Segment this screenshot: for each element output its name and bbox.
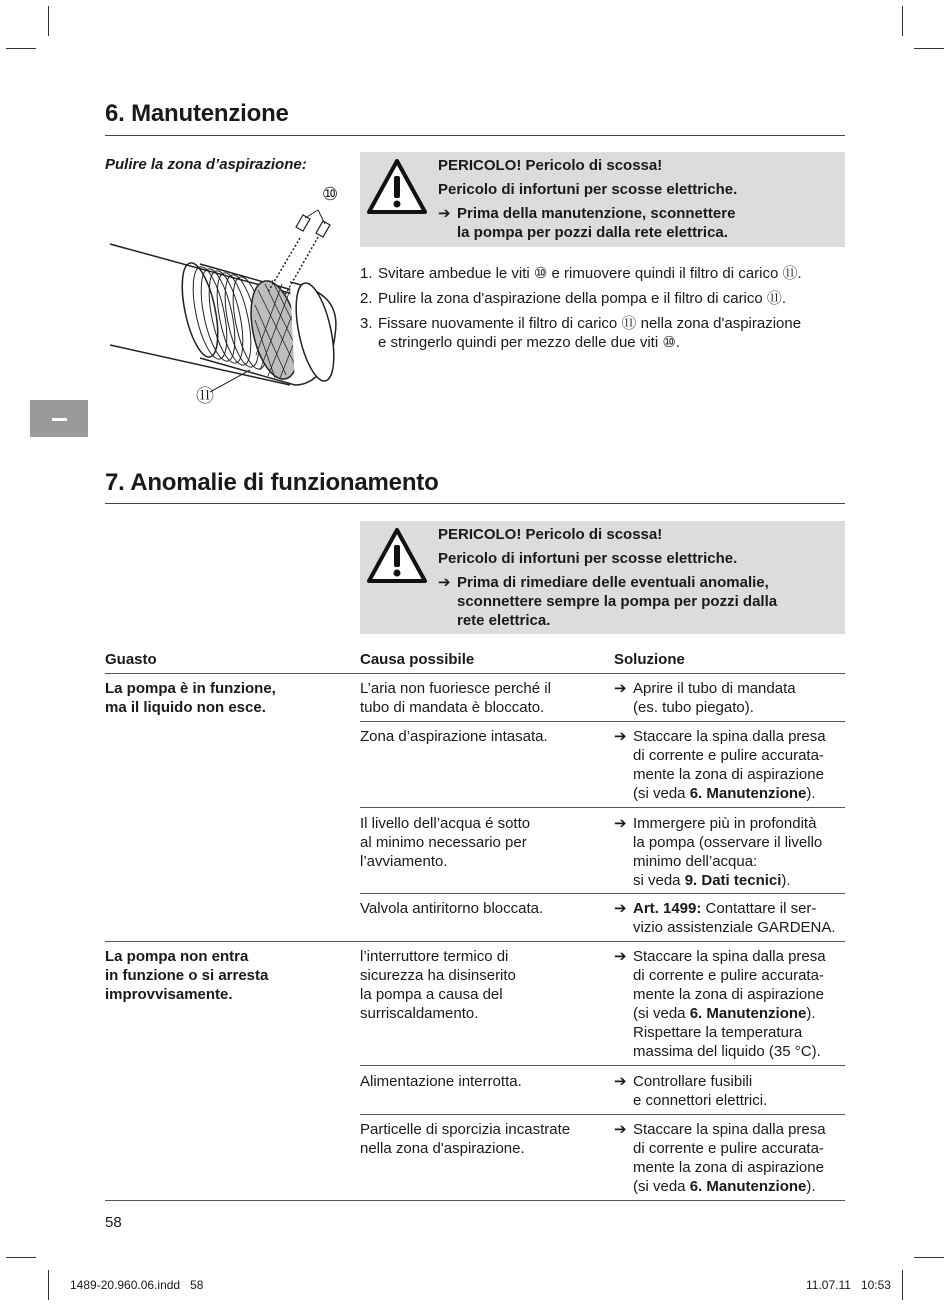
crop-mark: [902, 1270, 903, 1300]
pipe-top-edge: [110, 244, 315, 300]
crop-mark: [914, 1257, 944, 1258]
subtitle: Pulire la zona d’aspirazione:: [105, 156, 307, 173]
warning-box-troubleshooting: PERICOLO! Pericolo di scossa! Pericolo di infortuni per scosse elettriche. ➔ Prima di rimediare delle eventuali anomalie, sconnettere sempre la pompa per pozzi dalla rete elettrica.: [360, 521, 845, 634]
row-rule: [360, 1114, 845, 1115]
fault-cell: La pompa è in funzione, ma il liquido non esce.: [105, 680, 276, 716]
section-title-maintenance: 6. Manutenzione: [105, 100, 289, 127]
arrow-icon: ➔: [614, 948, 627, 965]
crop-mark: [6, 1257, 36, 1258]
solution-cell: ➔ Art. 1499: Contattare il ser- vizio assistenziale GARDENA.: [614, 900, 836, 936]
row-rule: [360, 893, 845, 894]
solution-cell: ➔ Staccare la spina dalla presa di corrente e pulire accurata- mente la zona di aspirazione (si veda 6. Manutenzione).: [614, 728, 826, 802]
arrow-icon: ➔: [614, 728, 627, 745]
cause-cell: l’interruttore termico di sicurezza ha disinserito la pompa a causa del surriscaldamento.: [360, 948, 516, 1022]
col-header-cause: Causa possibile: [360, 651, 475, 668]
footer-file: 1489-20.960.06.indd 58: [70, 1278, 204, 1292]
table-bottom-rule: [105, 1200, 845, 1201]
cause-cell: Alimentazione interrotta.: [360, 1073, 522, 1090]
warning-action: Prima della manutenzione, sconnettere: [457, 205, 736, 222]
solution-cell: ➔ Aprire il tubo di mandata (es. tubo piegato).: [614, 680, 796, 716]
crop-mark: [48, 6, 49, 36]
solution-cell: ➔ Staccare la spina dalla presa di corrente e pulire accurata- mente la zona di aspirazione (si veda 6. Manutenzione).: [614, 1121, 826, 1195]
warning-box-maintenance: [360, 152, 845, 247]
cause-cell: Zona d’aspirazione intasata.: [360, 728, 548, 745]
warning-text: Pericolo di infortuni per scosse elettriche.: [438, 181, 738, 198]
row-rule: [360, 721, 845, 722]
row-rule: [360, 807, 845, 808]
callout-10: ⑩: [322, 184, 339, 204]
col-header-solution: Soluzione: [614, 651, 685, 668]
row-rule: [105, 941, 845, 942]
section-rule: [105, 135, 845, 136]
col-header-fault: Guasto: [105, 651, 157, 668]
warning-triangle-icon: [366, 158, 428, 216]
row-rule: [360, 1065, 845, 1066]
arrow-icon: ➔: [614, 680, 627, 697]
step-item: 1. Svitare ambedue le viti ⑩ e rimuovere quindi il filtro di carico ⑪.: [360, 265, 802, 282]
cause-cell: Il livello dell’acqua é sotto al minimo necessario per l’avviamento.: [360, 815, 531, 870]
solution-cell: ➔ Controllare fusibili e connettori elettrici.: [614, 1073, 768, 1109]
arrow-icon: ➔: [614, 1073, 627, 1090]
dash-icon: [52, 418, 67, 421]
arrow-icon: ➔: [614, 900, 627, 917]
arrow-icon: ➔: [438, 574, 451, 591]
callout-11: ⑪: [196, 386, 214, 406]
crop-mark: [48, 1270, 49, 1300]
cause-cell: L’aria non fuoriesce perché il tubo di mandata è bloccato.: [360, 680, 551, 716]
solution-cell: ➔ Immergere più in profondità la pompa (osservare il livello minimo dell’acqua: si veda 9. Dati tecnici).: [614, 815, 823, 889]
arrow-icon: ➔: [438, 205, 451, 222]
solution-cell: ➔ Staccare la spina dalla presa di corrente e pulire accurata- mente la zona di aspirazione (si veda 6. Manutenzione). Rispettare la temperatura massima del liquido (35 °C).: [614, 948, 826, 1060]
maintenance-steps: [360, 264, 855, 358]
fault-cell: La pompa non entra in funzione o si arresta improvvisamente.: [105, 948, 269, 1003]
warning-triangle-icon: [366, 527, 428, 585]
crop-mark: [914, 48, 944, 49]
callout-leader: [210, 370, 250, 392]
cause-cell: Valvola antiritorno bloccata.: [360, 900, 544, 917]
screw-icons: [296, 215, 330, 237]
arrow-icon: ➔: [614, 1121, 627, 1138]
footer-date: 11.07.11 10:53: [806, 1278, 891, 1292]
step-item: 3. Fissare nuovamente il filtro di carico ⑪ nella zona d'aspirazione e stringerlo quindi per mezzo delle due viti ⑩.: [360, 315, 802, 351]
warning-action: la pompa per pozzi dalla rete elettrica.: [457, 224, 728, 241]
language-tab: [30, 400, 88, 437]
warning-text: Pericolo di infortuni per scosse elettriche.: [438, 550, 738, 567]
warning-heading: PERICOLO! Pericolo di scossa!: [438, 157, 663, 174]
arrow-icon: ➔: [614, 815, 627, 832]
pump-illustration: [100, 180, 350, 410]
section-title-troubleshooting: 7. Anomalie di funzionamento: [105, 469, 439, 496]
crop-mark: [902, 6, 903, 36]
warning-heading: PERICOLO! Pericolo di scossa!: [438, 526, 663, 543]
table-header-rule: [105, 673, 845, 674]
cause-cell: Particelle di sporcizia incastrate nella zona d'aspirazione.: [360, 1121, 571, 1157]
crop-mark: [6, 48, 36, 49]
page-number: 58: [105, 1214, 122, 1231]
step-item: 2. Pulire la zona d'aspirazione della pompa e il filtro di carico ⑪.: [360, 290, 787, 307]
section-rule: [105, 503, 845, 504]
